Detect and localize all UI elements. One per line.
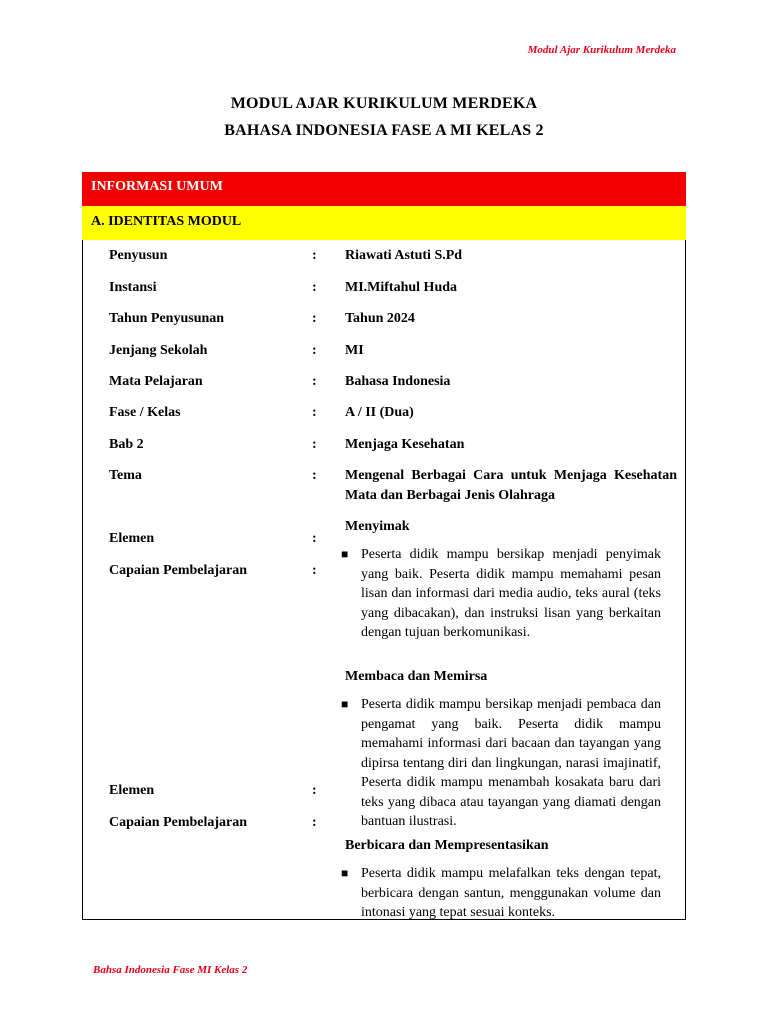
- element-heading-membaca: Membaca dan Memirsa: [345, 669, 488, 684]
- capaian-label: Capaian Pembelajaran: [109, 815, 248, 830]
- identity-colon: :: [312, 311, 317, 326]
- element-bullet-membaca: [341, 695, 661, 832]
- identity-value-bab: Menjaga Kesehatan: [345, 437, 465, 452]
- capaian-colon: :: [312, 563, 317, 578]
- bullet-square-icon: ■: [341, 547, 349, 561]
- elemen-colon: :: [312, 783, 317, 798]
- element-heading-berbicara: Berbicara dan Mempresentasikan: [345, 838, 549, 853]
- document-title-line1: MODUL AJAR KURIKULUM MERDEKA: [230, 95, 538, 112]
- bullet-square-icon: ■: [341, 697, 349, 711]
- elemen-label: Elemen: [109, 783, 155, 798]
- elemen-label: Elemen: [109, 531, 155, 546]
- identity-colon: :: [312, 343, 317, 358]
- capaian-label: Capaian Pembelajaran: [109, 563, 248, 578]
- identity-label-penyusun: Penyusun: [109, 248, 168, 263]
- info-umum-bar: INFORMASI UMUM: [82, 172, 686, 206]
- element-bullet-berbicara: [341, 864, 661, 923]
- identity-value-tahun: Tahun 2024: [345, 311, 415, 326]
- bullet-text: Peserta didik mampu bersikap menjadi pembaca dan pengamat yang baik. Peserta didik mampu memahami informasi dari bacaan dan tayangan yang dipirsa tentang diri dan lingkungan, narasi imajinatif, Peserta didik mampu menambah kosakata baru dari teks yang dibaca atau tayangan yang diamati dengan bantuan ilustrasi.: [361, 697, 661, 829]
- identity-label-mapel: Mata Pelajaran: [109, 374, 203, 389]
- identity-colon: :: [312, 374, 317, 389]
- identity-colon: :: [312, 248, 317, 263]
- identity-value-tema: Mengenal Berbagai Cara untuk Menjaga Kesehatan Mata dan Berbagai Jenis Olahraga: [345, 468, 677, 503]
- document-title-line2: BAHASA INDONESIA FASE A MI KELAS 2: [224, 122, 544, 139]
- identity-colon: :: [312, 468, 317, 483]
- identity-label-tahun: Tahun Penyusunan: [109, 311, 225, 326]
- identity-value-fase: A / II (Dua): [345, 405, 414, 420]
- capaian-colon: :: [312, 815, 317, 830]
- identity-colon: :: [312, 437, 317, 452]
- identity-label-tema: Tema: [109, 468, 142, 483]
- identity-value-jenjang: MI: [345, 343, 364, 358]
- identity-value-mapel: Bahasa Indonesia: [345, 374, 451, 389]
- identity-label-bab: Bab 2: [109, 437, 144, 452]
- element-heading-menyimak: Menyimak: [345, 519, 410, 534]
- identitas-modul-bar: A. IDENTITAS MODUL: [82, 206, 686, 240]
- identity-colon: :: [312, 405, 317, 420]
- identity-label-instansi: Instansi: [109, 280, 157, 295]
- bullet-text: Peserta didik mampu melafalkan teks dengan tepat, berbicara dengan santun, menggunakan volume dan intonasi yang tepat sesuai konteks.: [361, 866, 661, 920]
- running-footer: Bahsa Indonesia Fase MI Kelas 2: [93, 964, 248, 976]
- identity-colon: :: [312, 280, 317, 295]
- element-bullet-menyimak: [341, 545, 661, 643]
- identity-label-jenjang: Jenjang Sekolah: [109, 343, 208, 358]
- bullet-square-icon: ■: [341, 866, 349, 880]
- identity-value-instansi: MI.Miftahul Huda: [345, 280, 458, 295]
- identity-value-penyusun: Riawati Astuti S.Pd: [345, 248, 463, 263]
- bullet-text: Peserta didik mampu bersikap menjadi penyimak yang baik. Peserta didik mampu memahami pesan lisan dan informasi dari media audio, teks aural (teks yang dibacakan), dan instruksi lisan yang berkaitan dengan tujuan berkomunikasi.: [361, 547, 661, 640]
- running-header: Modul Ajar Kurikulum Merdeka: [527, 44, 676, 56]
- elemen-colon: :: [312, 531, 317, 546]
- identity-label-fase: Fase / Kelas: [109, 405, 181, 420]
